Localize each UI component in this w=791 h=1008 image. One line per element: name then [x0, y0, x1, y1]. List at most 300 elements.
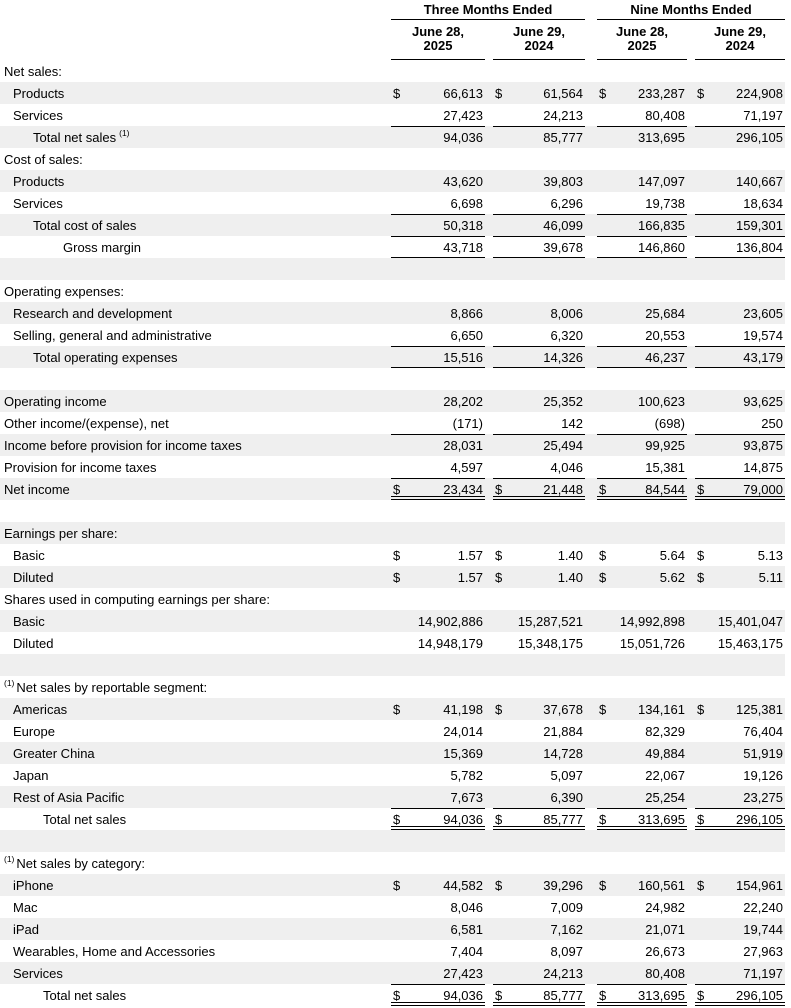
value: 15,287,521: [517, 613, 583, 629]
value-cell: [493, 302, 585, 324]
value: 313,695: [638, 130, 685, 145]
value-cell: [695, 236, 785, 258]
value-cell: [493, 896, 585, 918]
value: 296,105: [736, 987, 783, 1003]
value: 23,434: [443, 481, 483, 497]
value: 22,067: [645, 767, 685, 783]
value: 8,046: [450, 899, 483, 915]
value-cell: [391, 478, 485, 500]
table-body: [0, 60, 785, 1006]
row-label: Operating expenses:: [4, 283, 124, 299]
value: 25,352: [543, 393, 583, 409]
value: 71,197: [743, 107, 783, 123]
dollar-sign: $: [393, 877, 401, 893]
value: 20,553: [645, 327, 685, 343]
value-cell: [597, 412, 687, 434]
dollar-sign: $: [599, 85, 607, 101]
row-label: Other income/(expense), net: [4, 415, 169, 431]
value: 28,031: [443, 438, 483, 453]
dollar-sign: $: [393, 547, 401, 563]
value: 250: [761, 415, 783, 431]
value: 82,329: [645, 723, 685, 739]
value-cell: [391, 632, 485, 654]
dollar-sign: $: [495, 481, 503, 497]
value-cell: [391, 764, 485, 786]
row-americas: [0, 698, 785, 720]
row-total-net-sales: [0, 126, 785, 148]
value-cell: [391, 984, 485, 1006]
value: 19,126: [743, 767, 783, 783]
dollar-sign: $: [697, 877, 705, 893]
value: 5.62: [659, 569, 685, 585]
value: 39,296: [543, 877, 583, 893]
value: 50,318: [443, 218, 483, 233]
spacer-row: [0, 830, 785, 852]
value: 43,718: [443, 239, 483, 255]
value-cell: [391, 962, 485, 984]
value: 18,634: [743, 195, 783, 211]
column-date-header-row: [0, 25, 785, 60]
row-label: Total operating expenses: [33, 349, 178, 365]
row-label: Diluted: [13, 635, 54, 651]
value-cell: [391, 918, 485, 940]
value-cell: [493, 698, 585, 720]
value-cell: [695, 698, 785, 720]
value-cell: [391, 566, 485, 588]
value: 85,777: [543, 987, 583, 1003]
value-cell: [695, 192, 785, 214]
value: 15,516: [443, 349, 483, 365]
value: 93,625: [743, 393, 783, 409]
dollar-sign: $: [393, 85, 401, 101]
value: (171): [452, 415, 483, 431]
row-label: Products: [13, 85, 65, 101]
row-label: Basic: [13, 613, 45, 629]
value-cell: [597, 170, 687, 192]
value-cell: [597, 434, 687, 456]
dollar-sign: $: [393, 569, 401, 585]
value-cell: [597, 918, 687, 940]
value-cell: [597, 544, 687, 566]
row-europe: [0, 720, 785, 742]
row-label: [0, 258, 391, 280]
row-total-cost-of-sales: [0, 214, 785, 236]
value: 14,326: [543, 349, 583, 365]
column-header-line2: 2024: [524, 38, 554, 53]
value-cell: [597, 808, 687, 830]
value: 14,728: [543, 745, 583, 761]
dollar-sign: $: [697, 569, 705, 585]
dollar-sign: $: [495, 987, 503, 1003]
column-header-june-29-2024: [695, 25, 785, 60]
value: 147,097: [638, 173, 685, 189]
row-label: Diluted: [13, 569, 54, 585]
value-cell: [597, 346, 687, 368]
footnote-marker: (1): [4, 678, 15, 688]
value: 134,161: [638, 701, 685, 717]
row-cost-of-sales: [0, 148, 785, 170]
value: 43,620: [443, 173, 483, 189]
row-selling-general-and-administrative: [0, 324, 785, 346]
value: 14,875: [743, 459, 783, 475]
dollar-sign: $: [599, 701, 607, 717]
value-cell: [391, 434, 485, 456]
row-label: Net income: [4, 481, 70, 497]
row-label: Total cost of sales: [33, 217, 137, 233]
spacer-row: [0, 258, 785, 280]
row-diluted: [0, 632, 785, 654]
value-cell: [695, 918, 785, 940]
value: 41,198: [443, 701, 483, 717]
row-earnings-per-share: [0, 522, 785, 544]
value: 7,404: [450, 943, 483, 959]
value: 6,698: [450, 195, 483, 211]
value-cell: [695, 412, 785, 434]
value-cell: [493, 390, 585, 412]
value: 44,582: [443, 877, 483, 893]
row-net-sales-by-reportable-segment: [0, 676, 785, 698]
value: 15,051,726: [619, 635, 685, 651]
column-header-june-29-2024: [493, 25, 585, 60]
row-shares-used-in-computing-earnings-per-share: [0, 588, 785, 610]
value: 26,673: [645, 943, 685, 959]
row-services: [0, 962, 785, 984]
value-cell: [493, 786, 585, 808]
value: 24,213: [543, 965, 583, 981]
value-cell: [695, 390, 785, 412]
value: 154,961: [736, 877, 783, 893]
row-rest-of-asia-pacific: [0, 786, 785, 808]
value-cell: [391, 302, 485, 324]
value-cell: [695, 302, 785, 324]
value-cell: [597, 302, 687, 324]
row-label: Rest of Asia Pacific: [13, 789, 125, 805]
value-cell: [695, 962, 785, 984]
value-cell: [391, 236, 485, 258]
row-label: Mac: [13, 899, 38, 915]
row-label: Services: [13, 107, 63, 123]
dollar-sign: $: [697, 85, 705, 101]
value-cell: [695, 742, 785, 764]
value-cell: [695, 170, 785, 192]
value-cell: [493, 478, 585, 500]
value-cell: [493, 808, 585, 830]
value: 100,623: [638, 393, 685, 409]
value-cell: [391, 940, 485, 962]
value-cell: [391, 126, 485, 148]
row-greater-china: [0, 742, 785, 764]
row-operating-income: [0, 390, 785, 412]
row-label: Services: [13, 195, 63, 211]
statements-of-operations-table: [0, 2, 791, 1006]
dollar-sign: $: [599, 987, 607, 1003]
value: 37,678: [543, 701, 583, 717]
row-label: Total net sales (1): [33, 128, 130, 145]
value: 1.57: [457, 569, 483, 585]
dollar-sign: $: [697, 987, 705, 1003]
value: 85,777: [543, 130, 583, 145]
value-cell: [695, 566, 785, 588]
value-cell: [493, 918, 585, 940]
value: 66,613: [443, 85, 483, 101]
row-basic: [0, 610, 785, 632]
row-total-net-sales: [0, 808, 785, 830]
row-total-operating-expenses: [0, 346, 785, 368]
value: 5,097: [550, 767, 583, 783]
value-cell: [695, 126, 785, 148]
value: 142: [561, 415, 583, 431]
value: 85,777: [543, 811, 583, 827]
value-cell: [597, 786, 687, 808]
row-provision-for-income-taxes: [0, 456, 785, 478]
dollar-sign: $: [495, 569, 503, 585]
dollar-sign: $: [495, 85, 503, 101]
value: 5,782: [450, 767, 483, 783]
value-cell: [493, 324, 585, 346]
value-cell: [597, 698, 687, 720]
value: 4,597: [450, 459, 483, 475]
period-group-header-row: [0, 2, 785, 20]
value: 19,738: [645, 195, 685, 211]
value: (698): [654, 415, 685, 431]
value-cell: [695, 786, 785, 808]
value-cell: [493, 720, 585, 742]
row-label: Greater China: [13, 745, 95, 761]
value-cell: [597, 214, 687, 236]
value: 160,561: [638, 877, 685, 893]
value-cell: [391, 82, 485, 104]
row-net-sales: [0, 60, 785, 82]
value-cell: [695, 632, 785, 654]
value: 125,381: [736, 701, 783, 717]
value: 14,902,886: [417, 613, 483, 629]
value: 51,919: [743, 745, 783, 761]
value: 76,404: [743, 723, 783, 739]
value: 7,162: [550, 921, 583, 937]
column-header-line1: June 28,: [615, 24, 669, 39]
value: 5.11: [758, 569, 783, 585]
row-label: Net sales:: [4, 63, 62, 79]
column-header-line2: 2025: [423, 38, 453, 53]
row-label: Provision for income taxes: [4, 459, 157, 475]
value-cell: [695, 544, 785, 566]
value-cell: [695, 610, 785, 632]
value: 6,320: [550, 327, 583, 343]
value-cell: [493, 170, 585, 192]
value-cell: [391, 720, 485, 742]
value: 15,463,175: [717, 635, 783, 651]
row-label: [0, 500, 391, 522]
row-label: iPhone: [13, 877, 54, 893]
value-cell: [391, 346, 485, 368]
value-cell: [597, 126, 687, 148]
footnote-marker: (1): [119, 128, 130, 138]
dollar-sign: $: [495, 877, 503, 893]
value: 1.40: [557, 547, 583, 563]
value: 14,948,179: [417, 635, 483, 651]
value: 24,014: [443, 723, 483, 739]
value: 46,237: [645, 349, 685, 365]
value: 99,925: [645, 438, 685, 453]
value-cell: [695, 82, 785, 104]
column-header-line2: 2025: [627, 38, 657, 53]
spacer-row: [0, 368, 785, 390]
value-cell: [391, 874, 485, 896]
footnote-marker: (1): [4, 854, 15, 864]
row-label: [0, 654, 391, 676]
row-label: Selling, general and administrative: [13, 327, 212, 343]
column-header-line2: 2024: [725, 38, 755, 53]
value: 27,963: [743, 943, 783, 959]
value: 25,684: [645, 305, 685, 321]
value-cell: [597, 896, 687, 918]
value: 6,296: [550, 195, 583, 211]
value: 8,006: [550, 305, 583, 321]
value-cell: [597, 104, 687, 126]
value: 1.40: [557, 569, 583, 585]
value: 24,213: [543, 107, 583, 123]
value-cell: [597, 742, 687, 764]
value-cell: [597, 610, 687, 632]
row-label: Americas: [13, 701, 68, 717]
row-label: Income before provision for income taxes: [4, 437, 242, 453]
row-operating-expenses: [0, 280, 785, 302]
value: 94,036: [443, 130, 483, 145]
value-cell: [493, 874, 585, 896]
value: 146,860: [638, 239, 685, 255]
value: 233,287: [638, 85, 685, 101]
value-cell: [597, 940, 687, 962]
value-cell: [391, 214, 485, 236]
row-label: [0, 368, 391, 390]
value: 15,381: [645, 459, 685, 475]
dollar-sign: $: [599, 811, 607, 827]
dollar-sign: $: [599, 481, 607, 497]
value-cell: [597, 456, 687, 478]
value: 84,544: [645, 481, 685, 497]
row-label: (1) Net sales by reportable segment:: [4, 678, 208, 695]
value-cell: [493, 104, 585, 126]
row-mac: [0, 896, 785, 918]
value-cell: [493, 456, 585, 478]
value-cell: [493, 214, 585, 236]
value-cell: [391, 742, 485, 764]
value-cell: [695, 104, 785, 126]
row-diluted: [0, 566, 785, 588]
dollar-sign: $: [393, 701, 401, 717]
dollar-sign: $: [393, 987, 401, 1003]
row-label: Earnings per share:: [4, 525, 118, 541]
row-label: Japan: [13, 767, 49, 783]
value-cell: [391, 170, 485, 192]
row-label: (1) Net sales by category:: [4, 854, 146, 871]
column-header-line1: June 29,: [713, 24, 767, 39]
value: 80,408: [645, 965, 685, 981]
value-cell: [695, 324, 785, 346]
dollar-sign: $: [495, 547, 503, 563]
value: 21,448: [543, 481, 583, 497]
value-cell: [695, 808, 785, 830]
value-cell: [493, 126, 585, 148]
value: 27,423: [443, 107, 483, 123]
value-cell: [597, 478, 687, 500]
spacer-row: [0, 500, 785, 522]
value-cell: [597, 192, 687, 214]
value: 140,667: [736, 173, 783, 189]
value-cell: [493, 192, 585, 214]
row-gross-margin: [0, 236, 785, 258]
value: 39,678: [543, 239, 583, 255]
value: 136,804: [736, 239, 783, 255]
value: 5.64: [659, 547, 685, 563]
value-cell: [493, 940, 585, 962]
value-cell: [493, 962, 585, 984]
value-cell: [493, 764, 585, 786]
value: 313,695: [638, 811, 685, 827]
value: 71,197: [743, 965, 783, 981]
row-label: Operating income: [4, 393, 107, 409]
value-cell: [493, 82, 585, 104]
value-cell: [493, 236, 585, 258]
dollar-sign: $: [697, 481, 705, 497]
value-cell: [391, 896, 485, 918]
value-cell: [391, 104, 485, 126]
value: 15,401,047: [717, 613, 783, 629]
value: 61,564: [543, 85, 583, 101]
value: 80,408: [645, 107, 685, 123]
value: 19,574: [743, 327, 783, 343]
row-research-and-development: [0, 302, 785, 324]
value-cell: [695, 874, 785, 896]
row-label: Basic: [13, 547, 45, 563]
value: 25,254: [645, 789, 685, 805]
value: 22,240: [743, 899, 783, 915]
value: 8,097: [550, 943, 583, 959]
row-label: Shares used in computing earnings per share:: [4, 591, 270, 607]
row-label: Total net sales: [43, 811, 127, 827]
value-cell: [493, 412, 585, 434]
spacer-row: [0, 654, 785, 676]
row-label: [0, 830, 391, 852]
value-cell: [695, 940, 785, 962]
value-cell: [391, 544, 485, 566]
row-japan: [0, 764, 785, 786]
value: 14,992,898: [619, 613, 685, 629]
value-cell: [695, 764, 785, 786]
row-income-before-provision-for-income-taxes: [0, 434, 785, 456]
three-months-ended-header: Three Months Ended: [391, 2, 585, 20]
value: 21,884: [543, 723, 583, 739]
value: 46,099: [543, 218, 583, 233]
value: 23,275: [743, 789, 783, 805]
value-cell: [597, 324, 687, 346]
value: 21,071: [645, 921, 685, 937]
dollar-sign: $: [495, 811, 503, 827]
value-cell: [493, 632, 585, 654]
row-label: Services: [13, 965, 63, 981]
value: 15,348,175: [517, 635, 583, 651]
value: 313,695: [638, 987, 685, 1003]
value: 19,744: [743, 921, 783, 937]
value: 296,105: [736, 811, 783, 827]
row-label: Wearables, Home and Accessories: [13, 943, 216, 959]
value-cell: [695, 896, 785, 918]
value-cell: [391, 786, 485, 808]
value-cell: [391, 456, 485, 478]
value: 7,673: [450, 789, 483, 805]
dollar-sign: $: [599, 877, 607, 893]
row-iphone: [0, 874, 785, 896]
